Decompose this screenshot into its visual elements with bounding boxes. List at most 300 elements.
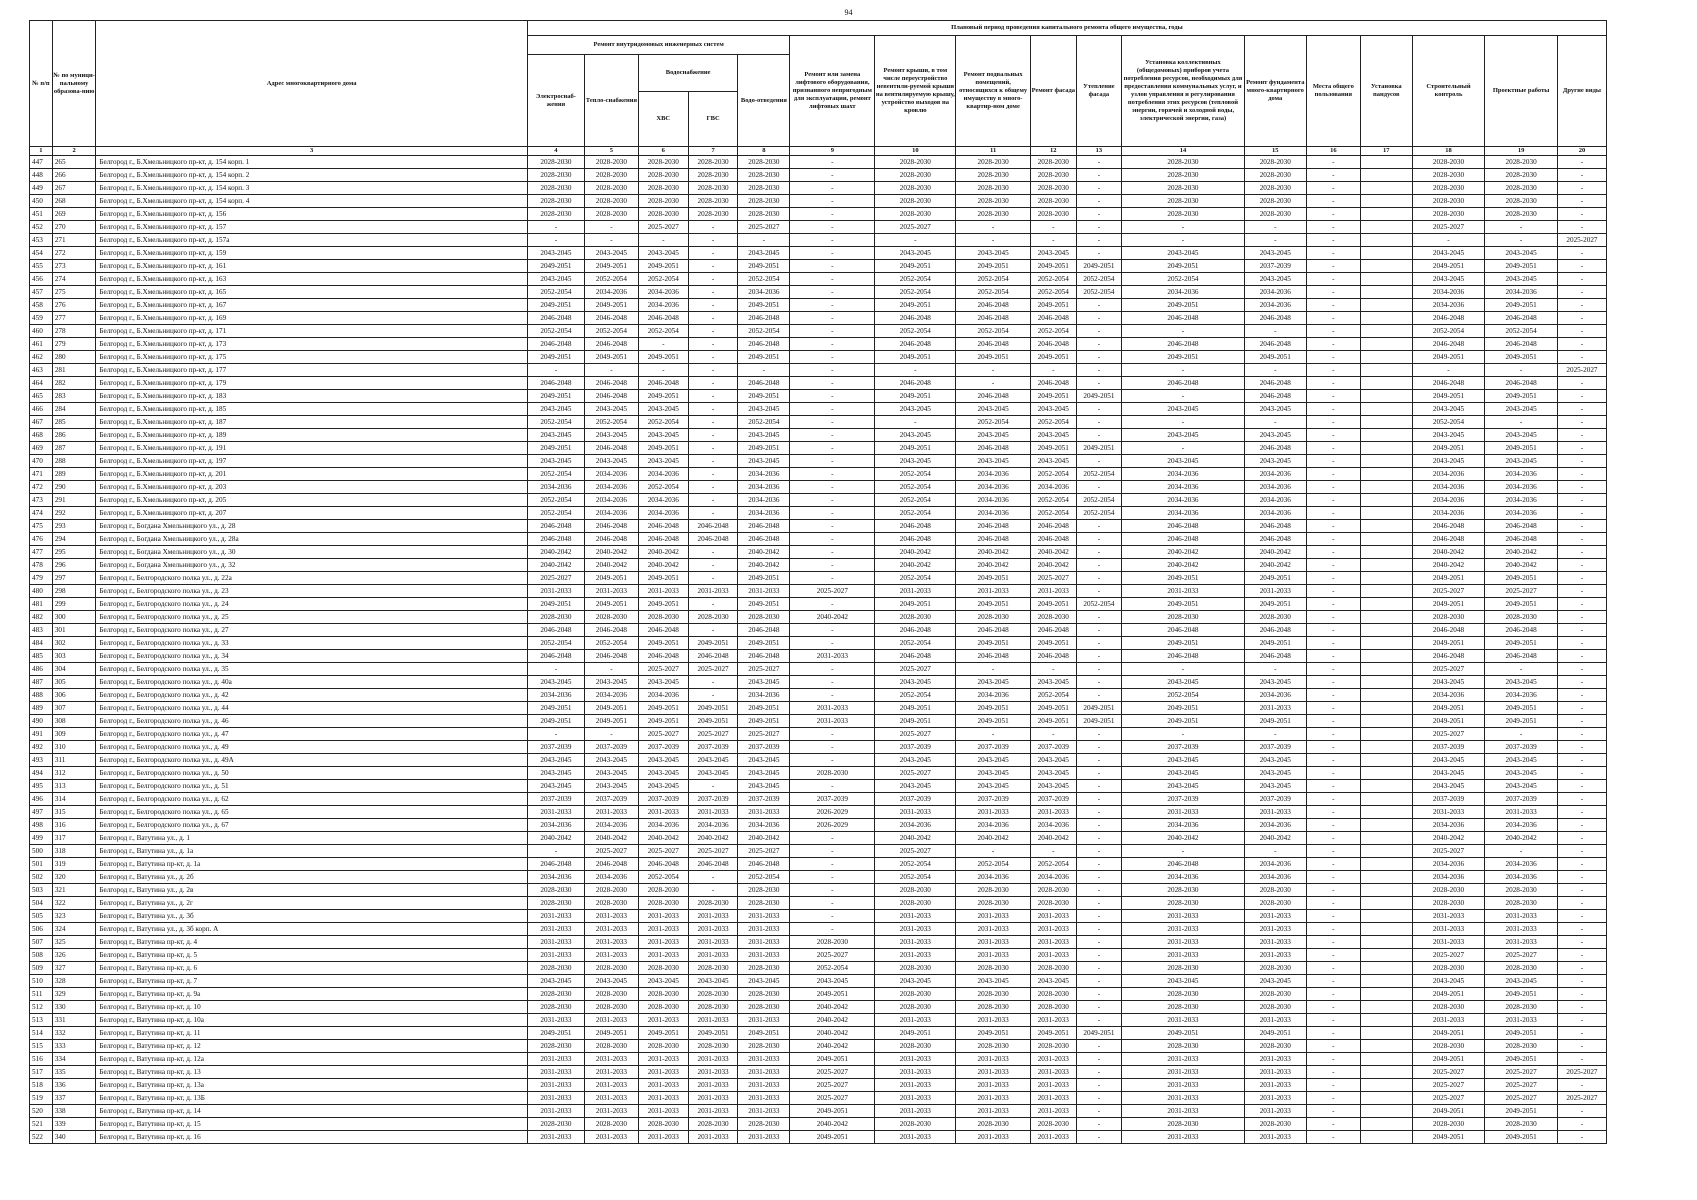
period-cell: 2040-2042 bbox=[527, 559, 584, 572]
period-cell: - bbox=[790, 156, 875, 169]
period-cell: 2031-2033 bbox=[527, 1092, 584, 1105]
row-number: 483 bbox=[30, 624, 53, 637]
address-cell: Белгород г., Ватутина пр-кт, д. 13 bbox=[96, 1066, 528, 1079]
period-cell: 2031-2033 bbox=[527, 806, 584, 819]
period-cell: 2028-2030 bbox=[527, 988, 584, 1001]
period-cell: - bbox=[790, 832, 875, 845]
municipal-number: 314 bbox=[52, 793, 96, 806]
table-row bbox=[30, 793, 1607, 806]
address-cell: Белгород г., Ватутина пр-кт, д. 6 bbox=[96, 962, 528, 975]
municipal-number: 320 bbox=[52, 871, 96, 884]
period-cell: - bbox=[790, 520, 875, 533]
period-cell: 2031-2033 bbox=[638, 1066, 688, 1079]
period-cell: 2031-2033 bbox=[638, 949, 688, 962]
period-cell: 2049-2051 bbox=[1412, 1131, 1485, 1144]
period-cell: 2028-2030 bbox=[638, 611, 688, 624]
period-cell: 2037-2039 bbox=[584, 741, 638, 754]
period-cell: - bbox=[1244, 845, 1306, 858]
period-cell: - bbox=[688, 871, 738, 884]
municipal-number: 266 bbox=[52, 169, 96, 182]
period-cell: 2043-2045 bbox=[875, 429, 956, 442]
period-cell: - bbox=[688, 559, 738, 572]
municipal-number: 299 bbox=[52, 598, 96, 611]
period-cell: 2052-2054 bbox=[1485, 325, 1558, 338]
municipal-number: 274 bbox=[52, 273, 96, 286]
period-cell: 2049-2051 bbox=[1485, 702, 1558, 715]
period-cell: 2031-2033 bbox=[584, 923, 638, 936]
period-cell bbox=[1360, 871, 1412, 884]
period-cell: 2028-2030 bbox=[1030, 1040, 1076, 1053]
municipal-number: 273 bbox=[52, 260, 96, 273]
header-other: Другие виды bbox=[1557, 36, 1606, 147]
table-row bbox=[30, 429, 1607, 442]
period-cell: - bbox=[1557, 819, 1606, 832]
period-cell: - bbox=[688, 429, 738, 442]
period-cell: 2028-2030 bbox=[1412, 1118, 1485, 1131]
period-cell: 2025-2027 bbox=[1412, 221, 1485, 234]
period-cell bbox=[1360, 520, 1412, 533]
period-cell: 2028-2030 bbox=[584, 182, 638, 195]
period-cell bbox=[1360, 195, 1412, 208]
period-cell: 2031-2033 bbox=[738, 910, 790, 923]
period-cell bbox=[1360, 936, 1412, 949]
period-cell: 2049-2051 bbox=[1122, 351, 1244, 364]
period-cell: - bbox=[1306, 533, 1360, 546]
period-cell: - bbox=[956, 663, 1031, 676]
table-row bbox=[30, 377, 1607, 390]
address-cell: Белгород г., Б.Хмельницкого пр-кт, д. 154 корп. 4 bbox=[96, 195, 528, 208]
period-cell: 2028-2030 bbox=[1030, 156, 1076, 169]
table-row bbox=[30, 169, 1607, 182]
period-cell: - bbox=[688, 325, 738, 338]
period-cell bbox=[1360, 403, 1412, 416]
period-cell: 2049-2051 bbox=[638, 351, 688, 364]
period-cell: 2031-2033 bbox=[1244, 949, 1306, 962]
address-cell: Белгород г., Ватутина пр-кт, д. 13а bbox=[96, 1079, 528, 1092]
period-cell: 2043-2045 bbox=[875, 455, 956, 468]
period-cell: 2043-2045 bbox=[638, 455, 688, 468]
period-cell: 2028-2030 bbox=[638, 195, 688, 208]
period-cell: - bbox=[956, 845, 1031, 858]
period-cell: - bbox=[1306, 936, 1360, 949]
period-cell: 2049-2051 bbox=[738, 715, 790, 728]
period-cell: 2028-2030 bbox=[956, 156, 1031, 169]
period-cell: - bbox=[1076, 988, 1122, 1001]
period-cell: 2025-2027 bbox=[1485, 949, 1558, 962]
period-cell bbox=[1360, 715, 1412, 728]
period-cell: 2031-2033 bbox=[956, 910, 1031, 923]
period-cell: - bbox=[1557, 637, 1606, 650]
period-cell: - bbox=[638, 338, 688, 351]
period-cell: 2026-2029 bbox=[790, 806, 875, 819]
period-cell: 2028-2030 bbox=[1412, 195, 1485, 208]
period-cell: 2046-2048 bbox=[1485, 533, 1558, 546]
period-cell: 2043-2045 bbox=[1412, 247, 1485, 260]
table-row bbox=[30, 910, 1607, 923]
period-cell: 2034-2036 bbox=[1244, 858, 1306, 871]
period-cell bbox=[1360, 221, 1412, 234]
period-cell: - bbox=[1557, 728, 1606, 741]
period-cell: 2034-2036 bbox=[738, 507, 790, 520]
period-cell: 2052-2054 bbox=[875, 689, 956, 702]
period-cell: 2046-2048 bbox=[738, 338, 790, 351]
period-cell: 2031-2033 bbox=[638, 1105, 688, 1118]
capital-repair-table-container bbox=[29, 20, 1607, 1144]
table-row bbox=[30, 1066, 1607, 1079]
address-cell: Белгород г., Ватутина ул., д. 1а bbox=[96, 845, 528, 858]
period-cell bbox=[1360, 507, 1412, 520]
period-cell: - bbox=[1557, 429, 1606, 442]
period-cell: - bbox=[1557, 286, 1606, 299]
period-cell: 2028-2030 bbox=[738, 897, 790, 910]
period-cell bbox=[1360, 910, 1412, 923]
period-cell: 2049-2051 bbox=[584, 702, 638, 715]
period-cell: 2052-2054 bbox=[875, 494, 956, 507]
period-cell: 2028-2030 bbox=[1244, 169, 1306, 182]
period-cell: 2046-2048 bbox=[1412, 312, 1485, 325]
period-cell: 2049-2051 bbox=[584, 299, 638, 312]
period-cell: 2028-2030 bbox=[638, 884, 688, 897]
period-cell: 2028-2030 bbox=[738, 884, 790, 897]
period-cell: 2031-2033 bbox=[584, 1053, 638, 1066]
period-cell: 2031-2033 bbox=[875, 1092, 956, 1105]
period-cell bbox=[1360, 1066, 1412, 1079]
period-cell: 2031-2033 bbox=[1122, 949, 1244, 962]
municipal-number: 287 bbox=[52, 442, 96, 455]
period-cell: 2049-2051 bbox=[1076, 702, 1122, 715]
period-cell: 2025-2027 bbox=[738, 728, 790, 741]
period-cell: 2028-2030 bbox=[1030, 1118, 1076, 1131]
period-cell: 2031-2033 bbox=[738, 1079, 790, 1092]
period-cell: 2040-2042 bbox=[584, 832, 638, 845]
period-cell: 2046-2048 bbox=[1485, 520, 1558, 533]
column-number: 7 bbox=[688, 147, 738, 156]
period-cell: 2031-2033 bbox=[875, 1014, 956, 1027]
period-cell: 2049-2051 bbox=[1485, 988, 1558, 1001]
period-cell bbox=[1360, 1105, 1412, 1118]
period-cell bbox=[1360, 806, 1412, 819]
period-cell: 2052-2054 bbox=[875, 325, 956, 338]
period-cell bbox=[1360, 819, 1412, 832]
period-cell bbox=[1360, 273, 1412, 286]
period-cell: - bbox=[1306, 364, 1360, 377]
table-row bbox=[30, 728, 1607, 741]
period-cell: 2037-2039 bbox=[1122, 741, 1244, 754]
period-cell: 2031-2033 bbox=[1122, 1014, 1244, 1027]
period-cell: - bbox=[790, 689, 875, 702]
period-cell: 2049-2051 bbox=[1485, 1027, 1558, 1040]
municipal-number: 310 bbox=[52, 741, 96, 754]
municipal-number: 322 bbox=[52, 897, 96, 910]
period-cell: 2031-2033 bbox=[688, 1092, 738, 1105]
period-cell: 2043-2045 bbox=[638, 403, 688, 416]
period-cell: 2046-2048 bbox=[688, 650, 738, 663]
period-cell: - bbox=[790, 377, 875, 390]
period-cell: - bbox=[790, 273, 875, 286]
period-cell: - bbox=[1557, 169, 1606, 182]
header-address: Адрес многоквартирного дома bbox=[96, 21, 528, 147]
period-cell: 2043-2045 bbox=[1485, 975, 1558, 988]
period-cell: 2046-2048 bbox=[638, 520, 688, 533]
table-row bbox=[30, 416, 1607, 429]
period-cell: 2028-2030 bbox=[638, 169, 688, 182]
period-cell: 2025-2027 bbox=[875, 845, 956, 858]
period-cell: - bbox=[1306, 195, 1360, 208]
period-cell: 2028-2030 bbox=[1485, 208, 1558, 221]
period-cell: - bbox=[1557, 273, 1606, 286]
period-cell: 2049-2051 bbox=[1485, 715, 1558, 728]
period-cell: 2025-2027 bbox=[1412, 1092, 1485, 1105]
period-cell: 2028-2030 bbox=[1485, 1118, 1558, 1131]
table-row bbox=[30, 936, 1607, 949]
period-cell: 2031-2033 bbox=[875, 949, 956, 962]
period-cell: 2046-2048 bbox=[638, 858, 688, 871]
municipal-number: 277 bbox=[52, 312, 96, 325]
period-cell: 2028-2030 bbox=[1122, 208, 1244, 221]
period-cell: - bbox=[1306, 234, 1360, 247]
period-cell: 2049-2051 bbox=[875, 1027, 956, 1040]
period-cell: - bbox=[1076, 572, 1122, 585]
address-cell: Белгород г., Белгородского полка ул., д. 25 bbox=[96, 611, 528, 624]
period-cell: 2052-2054 bbox=[1030, 416, 1076, 429]
period-cell: - bbox=[1306, 611, 1360, 624]
table-row bbox=[30, 273, 1607, 286]
period-cell: 2049-2051 bbox=[527, 351, 584, 364]
period-cell: 2049-2051 bbox=[638, 715, 688, 728]
period-cell: - bbox=[1557, 377, 1606, 390]
period-cell bbox=[1360, 351, 1412, 364]
period-cell: - bbox=[1076, 455, 1122, 468]
period-cell: 2034-2036 bbox=[584, 507, 638, 520]
period-cell: 2034-2036 bbox=[956, 689, 1031, 702]
period-cell: 2031-2033 bbox=[1122, 1079, 1244, 1092]
header-insulation: Утепление фасада bbox=[1076, 36, 1122, 147]
period-cell: 2052-2054 bbox=[1076, 598, 1122, 611]
period-cell: 2026-2029 bbox=[790, 819, 875, 832]
row-number: 514 bbox=[30, 1027, 53, 1040]
row-number: 506 bbox=[30, 923, 53, 936]
municipal-number: 327 bbox=[52, 962, 96, 975]
period-cell: 2025-2027 bbox=[738, 221, 790, 234]
period-cell: 2028-2030 bbox=[1030, 1001, 1076, 1014]
period-cell: - bbox=[688, 312, 738, 325]
row-number: 489 bbox=[30, 702, 53, 715]
period-cell: 2028-2030 bbox=[1030, 988, 1076, 1001]
period-cell: 2028-2030 bbox=[738, 611, 790, 624]
table-row bbox=[30, 1118, 1607, 1131]
address-cell: Белгород г., Ватутина пр-кт, д. 13Б bbox=[96, 1092, 528, 1105]
period-cell: 2031-2033 bbox=[527, 1105, 584, 1118]
row-number: 473 bbox=[30, 494, 53, 507]
address-cell: Белгород г., Б.Хмельницкого пр-кт, д. 183 bbox=[96, 390, 528, 403]
period-cell: - bbox=[584, 728, 638, 741]
period-cell: 2025-2027 bbox=[1412, 1079, 1485, 1092]
period-cell: 2031-2033 bbox=[1030, 1092, 1076, 1105]
period-cell: 2043-2045 bbox=[738, 767, 790, 780]
row-number: 480 bbox=[30, 585, 53, 598]
period-cell: 2031-2033 bbox=[738, 806, 790, 819]
period-cell: 2031-2033 bbox=[1485, 1014, 1558, 1027]
period-cell: 2028-2030 bbox=[584, 1118, 638, 1131]
period-cell: - bbox=[1557, 936, 1606, 949]
period-cell: - bbox=[1076, 325, 1122, 338]
period-cell: 2043-2045 bbox=[956, 780, 1031, 793]
period-cell: 2043-2045 bbox=[638, 975, 688, 988]
period-cell: 2043-2045 bbox=[956, 767, 1031, 780]
period-cell: 2049-2051 bbox=[1485, 637, 1558, 650]
table-row bbox=[30, 455, 1607, 468]
period-cell: 2049-2051 bbox=[527, 299, 584, 312]
period-cell: 2052-2054 bbox=[638, 273, 688, 286]
period-cell: 2028-2030 bbox=[638, 182, 688, 195]
period-cell: 2025-2027 bbox=[1557, 1066, 1606, 1079]
municipal-number: 288 bbox=[52, 455, 96, 468]
period-cell: 2028-2030 bbox=[527, 208, 584, 221]
period-cell: 2034-2036 bbox=[738, 481, 790, 494]
period-cell: 2028-2030 bbox=[1412, 1040, 1485, 1053]
capital-repair-table bbox=[29, 20, 1607, 1144]
period-cell: - bbox=[1076, 858, 1122, 871]
period-cell: 2043-2045 bbox=[738, 429, 790, 442]
period-cell: - bbox=[1557, 624, 1606, 637]
period-cell: 2031-2033 bbox=[584, 1092, 638, 1105]
period-cell: 2034-2036 bbox=[527, 871, 584, 884]
period-cell: 2031-2033 bbox=[1244, 1053, 1306, 1066]
period-cell: 2046-2048 bbox=[1412, 533, 1485, 546]
period-cell: - bbox=[1306, 1118, 1360, 1131]
period-cell: - bbox=[1306, 312, 1360, 325]
period-cell: - bbox=[1076, 962, 1122, 975]
period-cell: - bbox=[1076, 299, 1122, 312]
period-cell: 2052-2054 bbox=[875, 468, 956, 481]
period-cell: 2028-2030 bbox=[738, 988, 790, 1001]
period-cell bbox=[1360, 416, 1412, 429]
period-cell: - bbox=[1557, 338, 1606, 351]
municipal-number: 295 bbox=[52, 546, 96, 559]
row-number: 509 bbox=[30, 962, 53, 975]
period-cell: 2046-2048 bbox=[1244, 338, 1306, 351]
period-cell: 2031-2033 bbox=[1244, 936, 1306, 949]
period-cell: 2031-2033 bbox=[1030, 1053, 1076, 1066]
period-cell: - bbox=[1557, 442, 1606, 455]
period-cell: - bbox=[527, 663, 584, 676]
period-cell bbox=[1360, 260, 1412, 273]
municipal-number: 294 bbox=[52, 533, 96, 546]
period-cell: 2037-2039 bbox=[638, 793, 688, 806]
period-cell bbox=[1360, 1027, 1412, 1040]
period-cell: 2049-2051 bbox=[1122, 715, 1244, 728]
period-cell: 2049-2051 bbox=[1030, 1027, 1076, 1040]
period-cell: 2046-2048 bbox=[1244, 312, 1306, 325]
period-cell: - bbox=[1076, 819, 1122, 832]
period-cell: - bbox=[527, 845, 584, 858]
address-cell: Белгород г., Б.Хмельницкого пр-кт, д. 185 bbox=[96, 403, 528, 416]
period-cell: 2046-2048 bbox=[1244, 624, 1306, 637]
period-cell: 2046-2048 bbox=[527, 533, 584, 546]
period-cell: 2031-2033 bbox=[1122, 806, 1244, 819]
period-cell: 2043-2045 bbox=[956, 975, 1031, 988]
period-cell: - bbox=[1306, 156, 1360, 169]
municipal-number: 326 bbox=[52, 949, 96, 962]
period-cell: 2043-2045 bbox=[1122, 455, 1244, 468]
period-cell: 2028-2030 bbox=[584, 208, 638, 221]
period-cell: 2040-2042 bbox=[1122, 546, 1244, 559]
period-cell: 2031-2033 bbox=[527, 1053, 584, 1066]
period-cell: 2049-2051 bbox=[584, 572, 638, 585]
period-cell: 2049-2051 bbox=[638, 702, 688, 715]
header-num: № п/п bbox=[30, 21, 53, 147]
address-cell: Белгород г., Белгородского полка ул., д. 51 bbox=[96, 780, 528, 793]
period-cell: 2028-2030 bbox=[584, 611, 638, 624]
header-common-places: Места общего пользования bbox=[1306, 36, 1360, 147]
address-cell: Белгород г., Белгородского полка ул., д. 35 bbox=[96, 663, 528, 676]
period-cell: 2049-2051 bbox=[1030, 390, 1076, 403]
period-cell: - bbox=[790, 507, 875, 520]
period-cell: 2040-2042 bbox=[638, 546, 688, 559]
row-number: 482 bbox=[30, 611, 53, 624]
period-cell: 2052-2054 bbox=[738, 416, 790, 429]
period-cell: 2043-2045 bbox=[1412, 975, 1485, 988]
municipal-number: 269 bbox=[52, 208, 96, 221]
table-row bbox=[30, 286, 1607, 299]
period-cell: - bbox=[790, 221, 875, 234]
period-cell: 2034-2036 bbox=[1485, 494, 1558, 507]
period-cell: 2043-2045 bbox=[584, 676, 638, 689]
column-number: 3 bbox=[96, 147, 528, 156]
row-number: 461 bbox=[30, 338, 53, 351]
period-cell: 2031-2033 bbox=[1122, 585, 1244, 598]
period-cell: 2034-2036 bbox=[1244, 494, 1306, 507]
period-cell: 2049-2051 bbox=[688, 715, 738, 728]
period-cell: - bbox=[1557, 182, 1606, 195]
municipal-number: 267 bbox=[52, 182, 96, 195]
period-cell: 2031-2033 bbox=[638, 806, 688, 819]
period-cell: 2034-2036 bbox=[956, 494, 1031, 507]
address-cell: Белгород г., Белгородского полка ул., д. 42 bbox=[96, 689, 528, 702]
period-cell: 2040-2042 bbox=[875, 546, 956, 559]
address-cell: Белгород г., Богдана Хмельницкого ул., д. 28а bbox=[96, 533, 528, 546]
municipal-number: 328 bbox=[52, 975, 96, 988]
row-number: 517 bbox=[30, 1066, 53, 1079]
period-cell: 2043-2045 bbox=[956, 403, 1031, 416]
period-cell: 2046-2048 bbox=[875, 650, 956, 663]
period-cell: 2043-2045 bbox=[956, 455, 1031, 468]
period-cell: - bbox=[1306, 702, 1360, 715]
period-cell: - bbox=[1244, 416, 1306, 429]
row-number: 503 bbox=[30, 884, 53, 897]
period-cell bbox=[1360, 533, 1412, 546]
period-cell: 2043-2045 bbox=[1030, 975, 1076, 988]
period-cell bbox=[1360, 689, 1412, 702]
period-cell: - bbox=[1557, 715, 1606, 728]
period-cell: - bbox=[1557, 390, 1606, 403]
period-cell: 2034-2036 bbox=[1412, 507, 1485, 520]
period-cell: 2043-2045 bbox=[1412, 780, 1485, 793]
period-cell: 2052-2054 bbox=[956, 286, 1031, 299]
period-cell: 2049-2051 bbox=[1122, 1027, 1244, 1040]
period-cell: 2043-2045 bbox=[875, 975, 956, 988]
period-cell: 2046-2048 bbox=[527, 858, 584, 871]
period-cell: 2046-2048 bbox=[527, 650, 584, 663]
table-row bbox=[30, 702, 1607, 715]
period-cell: - bbox=[1557, 221, 1606, 234]
period-cell: 2031-2033 bbox=[688, 1053, 738, 1066]
period-cell: 2046-2048 bbox=[638, 650, 688, 663]
period-cell: 2040-2042 bbox=[1030, 832, 1076, 845]
period-cell: - bbox=[790, 182, 875, 195]
period-cell: 2031-2033 bbox=[1485, 806, 1558, 819]
period-cell: 2043-2045 bbox=[1412, 455, 1485, 468]
